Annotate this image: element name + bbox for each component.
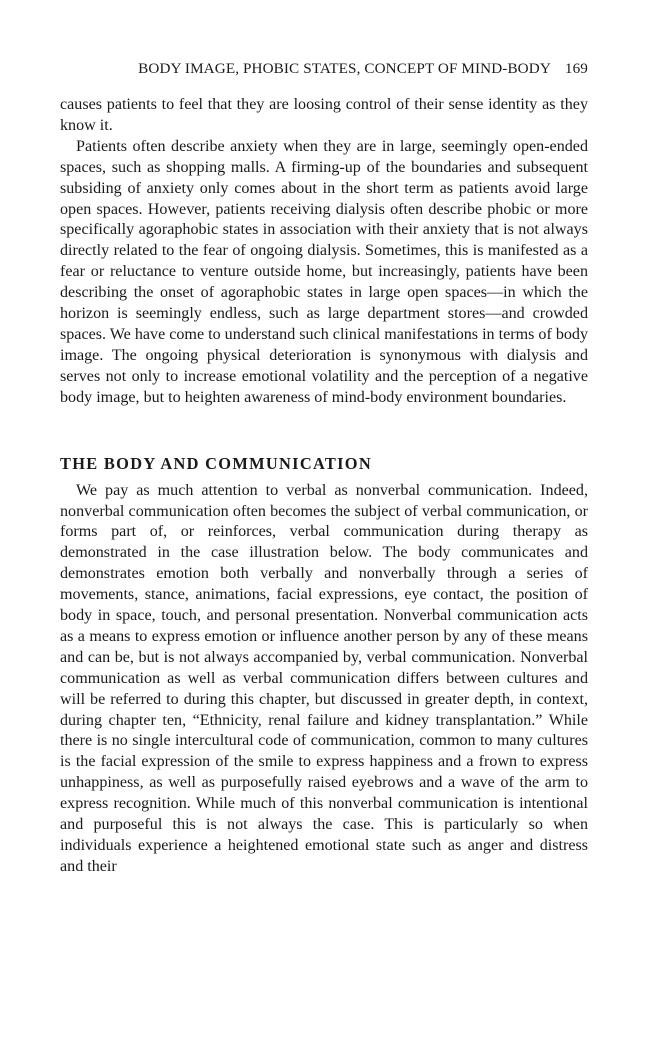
running-head-title: BODY IMAGE, PHOBIC STATES, CONCEPT OF MIND-BODY	[138, 60, 551, 77]
book-page	[60, 58, 588, 878]
paragraph-agoraphobia: Patients often describe anxiety when they are in large, seemingly open-ended spaces, such as shopping malls. A firming-up of the boundaries and subsequent subsiding of anxiety only comes about in the short term as patients avoid large open spaces. However, patients receiving dialysis often describe phobic or more specifically agoraphobic states in association with their anxiety that is not always directly related to the fear of ongoing dialysis. Sometimes, this is manifested as a fear or reluctance to venture outside home, but increasingly, patients have been describing the onset of agoraphobic states in large open spaces—in which the horizon is seemingly endless, such as large department stores—and crowded spaces. We have come to understand such clinical manifestations in terms of body image. The ongoing physical deterioration is synonymous with dialysis and serves not only to increase emotional volatility and the perception of a negative body image, but to heighten awareness of mind-body environment boundaries.	[60, 137, 589, 406]
section-heading: THE BODY AND COMMUNICATION	[60, 453, 372, 473]
page-number: 169	[564, 60, 588, 77]
running-head	[60, 58, 588, 80]
paragraph-continued: causes patients to feel that they are loosing control of their sense identity as they know it.	[60, 96, 588, 134]
paragraph-communication: We pay as much attention to verbal as nonverbal communication. Indeed, nonverbal communication often becomes the subject of verbal communication, or forms part of, or reinforces, verbal communication during therapy as demonstrated in the case illustration below. The body communicates and demonstrates emotion both verbally and nonverbally through a series of movements, stance, animations, facial expressions, eye contact, the position of body in space, touch, and personal presentation. Nonverbal communication acts as a means to express emotion or influence another person by any of these means and can be, but is not always accompanied by, verbal communication. Nonverbal communication as well as verbal communication differs between cultures and will be referred to during this chapter, but discussed in greater depth, in context, during chapter ten, “Ethnicity, renal failure and kidney transplantation.” While there is no single intercultural code of communication, common to many cultures is the facial expression of the smile to express happiness and a frown to express unhappiness, as well as purposefully raised eyebrows and a wave of the arm to express recognition. While much of this nonverbal communication is intentional and purposeful this is not always the case. This is particularly so when individuals experience a heightened emotional state such as anger and distress and their	[60, 481, 588, 875]
body-text	[60, 95, 588, 878]
